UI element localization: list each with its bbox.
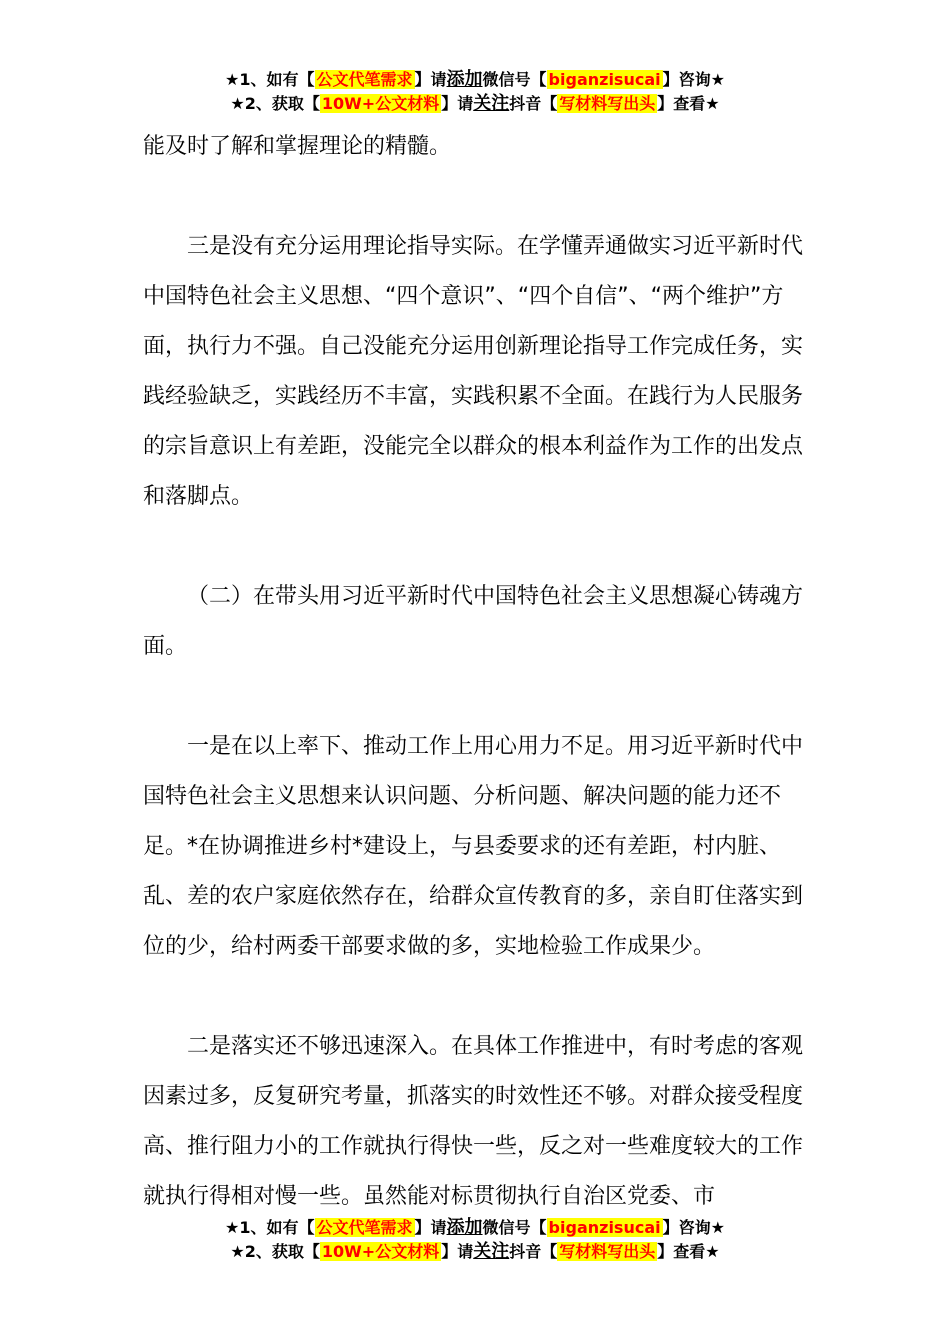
banner-text: ★2、获取【 [230,94,320,113]
banner-line-2 [0,1240,950,1264]
section-heading-two: （二）在带头用习近平新时代中国特色社会主义思想凝心铸魂方面。 [143,584,804,659]
banner-highlight: 10W+公文材料 [321,94,440,113]
banner-text: ★1、如有【 [225,70,315,89]
banner-highlight: 公文代笔需求 [316,1218,413,1237]
banner-highlight: 公文代笔需求 [316,70,413,89]
banner-line-1 [0,1216,950,1240]
banner-line-1 [0,68,950,92]
banner-emphasis: 添加 [446,69,483,90]
document-body [143,122,823,1222]
banner-text: 】请 [414,1218,447,1237]
paragraph-continuation: 能及时了解和掌握理论的精髓。 [143,134,452,159]
banner-highlight: biganzisucai [548,1218,661,1237]
banner-emphasis: 关注 [473,93,510,114]
paragraph-point-one: 一是在以上率下、推动工作上用心用力不足。用习近平新时代中国特色社会主义思想来认识问题、分析问题、解决问题的能力还不足。*在协调推进乡村*建设上，与县委要求的还有差距，村内脏、乱、差的农户家庭依然存在，给群众宣传教育的多，亲自盯住落实到位的少，给村两委干部要求做的多，实地检验工作成果少。 [143,734,804,959]
banner-text: 】咨询★ [662,1218,725,1237]
banner-text: 微信号【 [482,70,547,89]
banner-text: 】查看★ [657,1242,720,1261]
banner-text: 】请 [441,94,474,113]
banner-highlight: 10W+公文材料 [321,1242,440,1261]
banner-text: 抖音【 [509,94,558,113]
banner-text: ★1、如有【 [225,1218,315,1237]
paragraph-point-two: 二是落实还不够迅速深入。在具体工作推进中，有时考虑的客观因素过多，反复研究考量，抓落实的时效性还不够。对群众接受程度高、推行阻力小的工作就执行得快一些，反之对一些难度较大的工作就执行得相对慢一些。虽然能对标贯彻执行自治区党委、市 [143,1034,804,1209]
banner-highlight: 写材料写出头 [559,1242,656,1261]
banner-text: 】咨询★ [662,70,725,89]
banner-emphasis: 添加 [446,1217,483,1238]
banner-text: 抖音【 [509,1242,558,1261]
paragraph-point-three: 三是没有充分运用理论指导实际。在学懂弄通做实习近平新时代中国特色社会主义思想、“四个意识”、“四个自信”、“两个维护”方面，执行力不强。自己没能充分运用创新理论指导工作完成任务，实践经验缺乏，实践经历不丰富，实践积累不全面。在践行为人民服务的宗旨意识上有差距，没能完全以群众的根本利益作为工作的出发点和落脚点。 [143,234,804,509]
banner-highlight: 写材料写出头 [559,94,656,113]
banner-text: 微信号【 [482,1218,547,1237]
banner-emphasis: 关注 [473,1241,510,1262]
banner-highlight: biganzisucai [548,70,661,89]
footer-banner [0,1216,950,1264]
banner-line-2 [0,92,950,116]
banner-text: 】查看★ [657,94,720,113]
banner-text: ★2、获取【 [230,1242,320,1261]
banner-text: 】请 [441,1242,474,1261]
header-banner [0,68,950,116]
banner-text: 】请 [414,70,447,89]
